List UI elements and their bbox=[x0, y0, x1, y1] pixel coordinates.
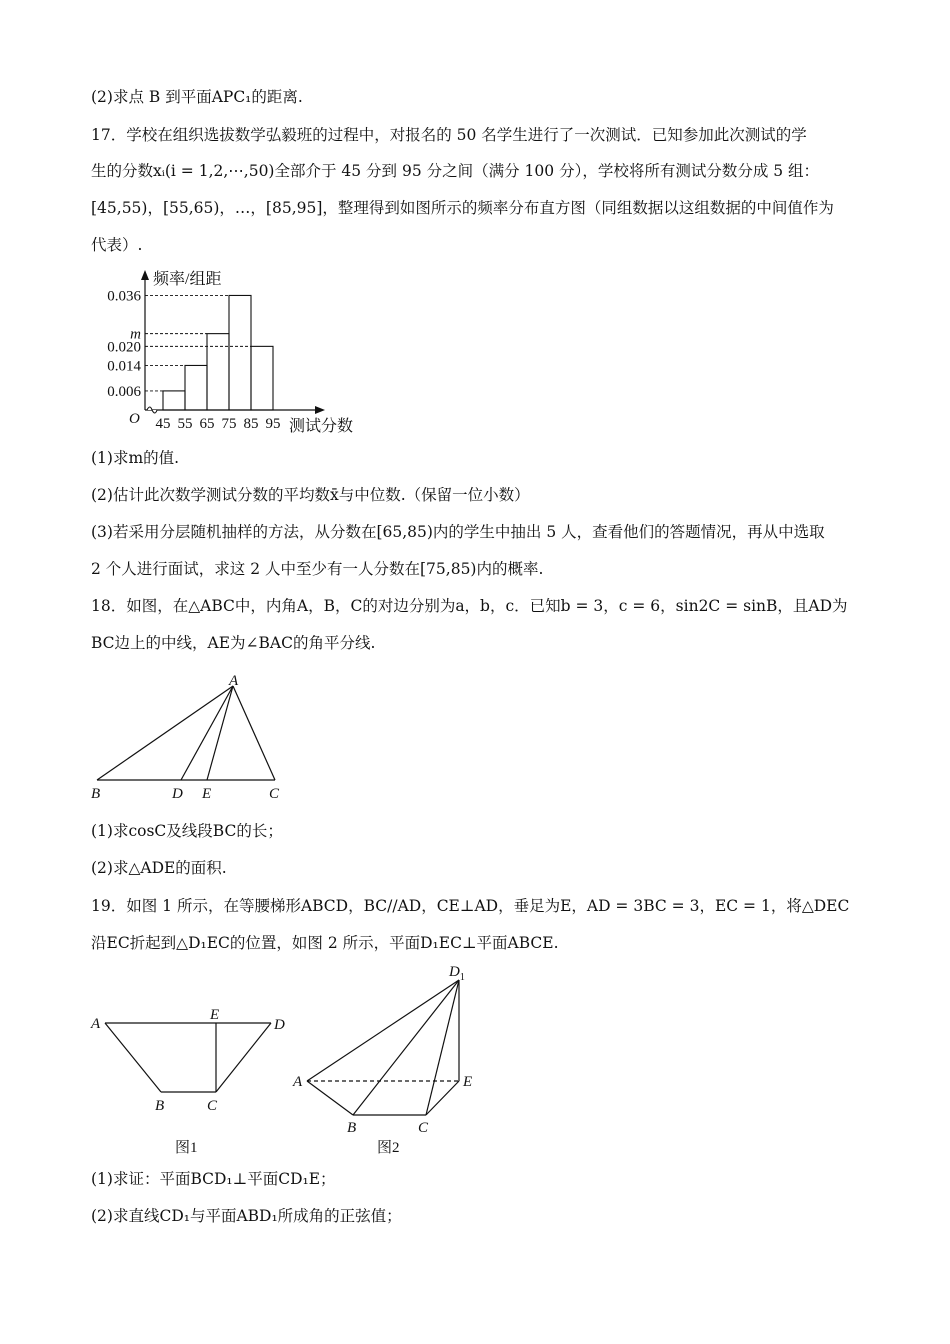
y-tick-label-2: 0.014 bbox=[107, 358, 141, 375]
bisector-ae bbox=[207, 686, 233, 780]
side-ab bbox=[97, 686, 233, 780]
axis-break bbox=[147, 407, 157, 413]
y-axis-label: 频率/组距 bbox=[153, 271, 222, 288]
text-line-q17-intro-1: 17．学校在组织选拔数学弘毅班的过程中，对报名的 50 名学生进行了一次测试．已知参加此次测试的学 bbox=[91, 126, 807, 144]
text-line-q17-intro-2: 生的分数xᵢ(i = 1,2,⋯,50)全部介于 45 分到 95 分之间（满分 100 分），学校将所有测试分数分成 5 组： bbox=[91, 162, 820, 180]
label-d: D bbox=[274, 1017, 285, 1033]
label-a: A bbox=[91, 1016, 101, 1032]
text-line-q19-intro-1: 19．如图 1 所示，在等腰梯形ABCD，BC//AD，CE⊥AD，垂足为E，AD = 3BC = 3，EC = 1，将△DEC bbox=[91, 897, 850, 915]
trapezoid-figure bbox=[85, 1000, 295, 1165]
label-e: E bbox=[202, 786, 212, 802]
edge-ab bbox=[105, 1023, 161, 1092]
text-line-q16-2: (2)求点 B 到平面APC₁的距离. bbox=[91, 88, 303, 106]
label-a: A bbox=[293, 1074, 303, 1090]
text-line-q17-1: (1)求m的值. bbox=[91, 449, 180, 467]
edge-ce bbox=[426, 1081, 459, 1115]
y-tick-label-5: 0.036 bbox=[107, 288, 141, 305]
label-e: E bbox=[210, 1007, 220, 1023]
median-ad bbox=[181, 686, 233, 780]
edge-ab bbox=[307, 1081, 353, 1115]
label-d1-subscript: 1 bbox=[459, 972, 465, 983]
label-c: C bbox=[269, 786, 280, 802]
figure-1-caption: 图1 bbox=[175, 1140, 198, 1156]
y-tick-label-4: m bbox=[130, 326, 141, 343]
edge-cd bbox=[216, 1023, 271, 1092]
x-axis-arrow bbox=[315, 406, 325, 414]
figure-2-caption: 图2 bbox=[377, 1140, 400, 1156]
histogram-bar-5 bbox=[251, 346, 273, 410]
pyramid-figure bbox=[285, 960, 495, 1165]
label-b: B bbox=[155, 1098, 165, 1114]
edge-a-d1 bbox=[307, 980, 459, 1081]
histogram-bar-3 bbox=[207, 334, 229, 410]
y-tick-label-3: 0.020 bbox=[107, 339, 141, 356]
x-tick-label-3: 65 bbox=[199, 416, 215, 432]
origin-label: O bbox=[129, 411, 140, 427]
text-line-q19-1: (1)求证：平面BCD₁⊥平面CD₁E； bbox=[91, 1170, 336, 1188]
text-line-q18-1: (1)求cosC及线段BC的长； bbox=[91, 822, 283, 840]
histogram-bar-4 bbox=[229, 295, 251, 410]
text-line-q18-intro-2: BC边上的中线，AE为∠BAC的角平分线. bbox=[91, 634, 376, 652]
label-b: B bbox=[347, 1120, 357, 1136]
text-line-q18-2: (2)求△ADE的面积. bbox=[91, 859, 227, 877]
x-tick-label-4: 75 bbox=[221, 416, 237, 432]
triangle-figure bbox=[85, 668, 295, 808]
label-a: A bbox=[229, 673, 239, 689]
x-tick-label-6: 95 bbox=[265, 416, 281, 432]
label-b: B bbox=[91, 786, 101, 802]
label-c: C bbox=[418, 1120, 429, 1136]
label-d1: $D_1$ bbox=[449, 964, 465, 983]
text-line-q17-3a: (3)若采用分层随机抽样的方法，从分数在[65,85)内的学生中抽出 5 人，查看他们的答题情况，再从中选取 bbox=[91, 523, 825, 541]
frequency-histogram bbox=[85, 262, 375, 440]
text-line-q17-intro-3: [45,55)，[55,65)，…，[85,95]，整理得到如图所示的频率分布直方图（同组数据以这组数据的中间值作为 bbox=[91, 199, 834, 217]
y-tick-label-1: 0.006 bbox=[107, 383, 141, 400]
text-line-q17-intro-4: 代表）. bbox=[91, 236, 143, 254]
text-line-q17-3b: 2 个人进行面试，求这 2 人中至少有一人分数在[75,85)内的概率. bbox=[91, 560, 544, 578]
label-c: C bbox=[207, 1098, 218, 1114]
label-e: E bbox=[463, 1074, 473, 1090]
text-line-q19-2: (2)求直线CD₁与平面ABD₁所成角的正弦值； bbox=[91, 1207, 402, 1225]
side-ac bbox=[233, 686, 275, 780]
text-line-q18-intro-1: 18．如图，在△ABC中，内角A，B，C的对边分别为a，b，c．已知b = 3，c = 6，sin2C = sinB，且AD为 bbox=[91, 597, 848, 615]
text-line-q19-intro-2: 沿EC折起到△D₁EC的位置，如图 2 所示，平面D₁EC⊥平面ABCE. bbox=[91, 934, 559, 952]
histogram-bar-2 bbox=[185, 365, 207, 410]
x-tick-label-5: 85 bbox=[243, 416, 259, 432]
text-line-q17-2: (2)估计此次数学测试分数的平均数x̄与中位数.（保留一位小数） bbox=[91, 486, 530, 504]
x-tick-label-1: 45 bbox=[155, 416, 171, 432]
histogram-bar-1 bbox=[163, 391, 185, 410]
x-tick-label-2: 55 bbox=[177, 416, 193, 432]
label-d: D bbox=[172, 786, 183, 802]
y-axis-arrow bbox=[141, 270, 149, 280]
x-axis-label: 测试分数 bbox=[289, 418, 354, 435]
